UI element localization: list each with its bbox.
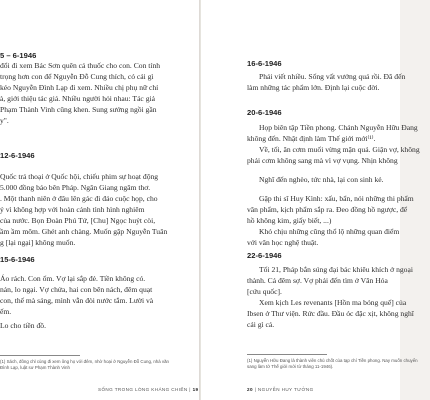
footnote-line: (1) Nguyễn Hữu Đang là thành viên chủ chốt của tạp chí Tiền phong. Nay muốn chuyển: [247, 358, 418, 363]
text-line: Về, tối, ăn cơm muối vừng mặn quá. Giận vợ, không: [259, 145, 420, 154]
text-line: ầm ầm mõm. Ghét anh chàng. Muốn gặp Nguyễn Tuân: [0, 227, 168, 236]
text-line: y".: [0, 116, 9, 125]
footnote-line: Đình Lạp, luật sư Phạm Thành Vinh: [0, 365, 70, 370]
text-line: Quốc trả thoại ở Quốc hội, chiếu phim sự hoạt động: [0, 172, 159, 181]
text-line: trọng hơn con để Nguyễn Đỗ Cung thích, có cái gì: [0, 72, 154, 81]
entry-date: 5 – 6-1946: [0, 51, 37, 60]
entry-date: 12-6-1946: [0, 151, 35, 160]
text-line: à, giới thiệu tác giả. Nhiều người hỏi nhau: Tác giả: [0, 94, 155, 103]
text-line: làm những tác phẩm lớn. Định lại cuộc đời.: [247, 83, 380, 92]
entry-date: 22-6-1946: [247, 251, 282, 260]
footnote: [247, 358, 418, 370]
footnote-line: (1) Sách, đông chỉ cùng đi xem ông họ với đêm, nhờ hoại ở Nguyễn Đỗ Cung, nhà văn: [0, 359, 169, 364]
text-line: con, thế mà sáng, mình vẫn đòi nước tắm. Lười và: [0, 296, 154, 305]
text-line: Họp biên tập Tiền phong. Chánh Nguyễn Hữu Đang: [259, 123, 418, 132]
text-line: nản, lo ngại. Vợ chửa, hai con bên nách, đêm quạt: [0, 285, 153, 294]
text-line: thành. Cả đêm sợ. Vợ phải đến tìm ở Văn Hóa: [247, 276, 388, 285]
text-line: của nước. Bọn Đoàn Phú Tứ, [Chu] Ngọc huýt còi,: [0, 216, 156, 225]
text-line: với văn học nghệ thuật.: [247, 238, 319, 247]
text-line: ý vì không hợp với hoàn cảnh tình hình nghiêm: [0, 205, 145, 214]
page-footer: 20 | NGUYỄN HUY TƯỞNG: [247, 387, 314, 392]
text-line: hồ không kim, giấy biết, ...): [247, 216, 332, 225]
text-line: đổi đi xem Bác Sơn quên cả thuốc cho con. Con tính: [0, 61, 161, 70]
running-title: SỐNG TRONG LÒNG KHÁNG CHIẾN: [98, 387, 188, 392]
closing-line: Lo cho tiền đồ.: [0, 321, 46, 330]
entry-text: [247, 71, 405, 93]
entry-date: 20-6-1946: [247, 108, 282, 117]
text-line: Phạm Thành Vinh cũng khen. Sung sướng ngồi gần: [0, 105, 157, 114]
entry-date: 16-6-1946: [247, 59, 282, 68]
text-line: phải cơm không sang mà vì vợ vụng. Nhịn không: [247, 156, 398, 165]
text-line: 5.000 đồng báo bên Pháp. Ngân Giang ngâm thơ.: [0, 183, 151, 192]
footnote: [0, 359, 169, 371]
footnote-rule: [247, 354, 327, 355]
text-line: Áo rách. Con ốm. Vợ lại sắp đẻ. Tiền không có.: [0, 274, 146, 283]
text-line: [cứu quốc].: [247, 287, 282, 296]
text-line: Ibsen ở Thư viện. Rức đầu. Đầu óc đặc xịt, không nghĩ: [247, 309, 414, 318]
entry-text: [0, 60, 160, 126]
page-number: 20: [247, 387, 253, 392]
entry-text: [247, 122, 420, 248]
text-line: ếm.: [0, 307, 12, 316]
page-number: 19: [192, 387, 199, 392]
entry-text: [0, 171, 167, 248]
page-footer: SỐNG TRONG LÒNG KHÁNG CHIẾN | 19: [98, 387, 199, 392]
text-line: cái gì cả.: [247, 320, 275, 329]
text-line: g [lại ngại] không muốn.: [0, 238, 76, 247]
text-line: Gặp thi sĩ Huy Kình: xấu, bẩn, nói những thi phẩm: [259, 194, 414, 203]
text-line: Phải viết nhiều. Sống vất vưởng quá rồi. Đã đến: [259, 72, 406, 81]
footnote-rule: [0, 355, 80, 356]
entry-text: [0, 273, 153, 317]
left-page: [0, 0, 199, 400]
entry-date: 15-6-1946: [0, 255, 35, 264]
running-title: NGUYỄN HUY TƯỞNG: [257, 387, 314, 392]
text-line: Nghĩ đến nghèo, tức nhà, lại con sinh kẻ.: [259, 175, 384, 184]
text-line: văn phẩm, kịch phẩm sắp ra. Đeo đồng hồ ngược, để: [247, 205, 408, 214]
text-line: Xem kịch Les revenants [Hồn ma bóng quế] của: [259, 298, 407, 307]
text-line: Tối 21, Pháp bắn súng đại bác khiêu khích ở ngoại: [259, 265, 413, 274]
text-line: không đến. Nhật định làm Thế giới mới⁽¹⁾.: [247, 134, 376, 143]
text-line: Khó chịu những cũng thổ lộ những quan điểm: [259, 227, 400, 236]
footnote-line: sang làm tờ Thế giới mới từ tháng 11-1946).: [247, 364, 334, 369]
text-line: . Một thanh niên ở đâu lên gác đi đảo cuộc họp, cho: [0, 194, 158, 203]
right-page: [201, 0, 420, 400]
text-line: kéo Nguyễn Đình Lạp đi xem. Nhiều chị phụ nữ chỉ: [0, 83, 159, 92]
entry-text: [247, 264, 414, 330]
